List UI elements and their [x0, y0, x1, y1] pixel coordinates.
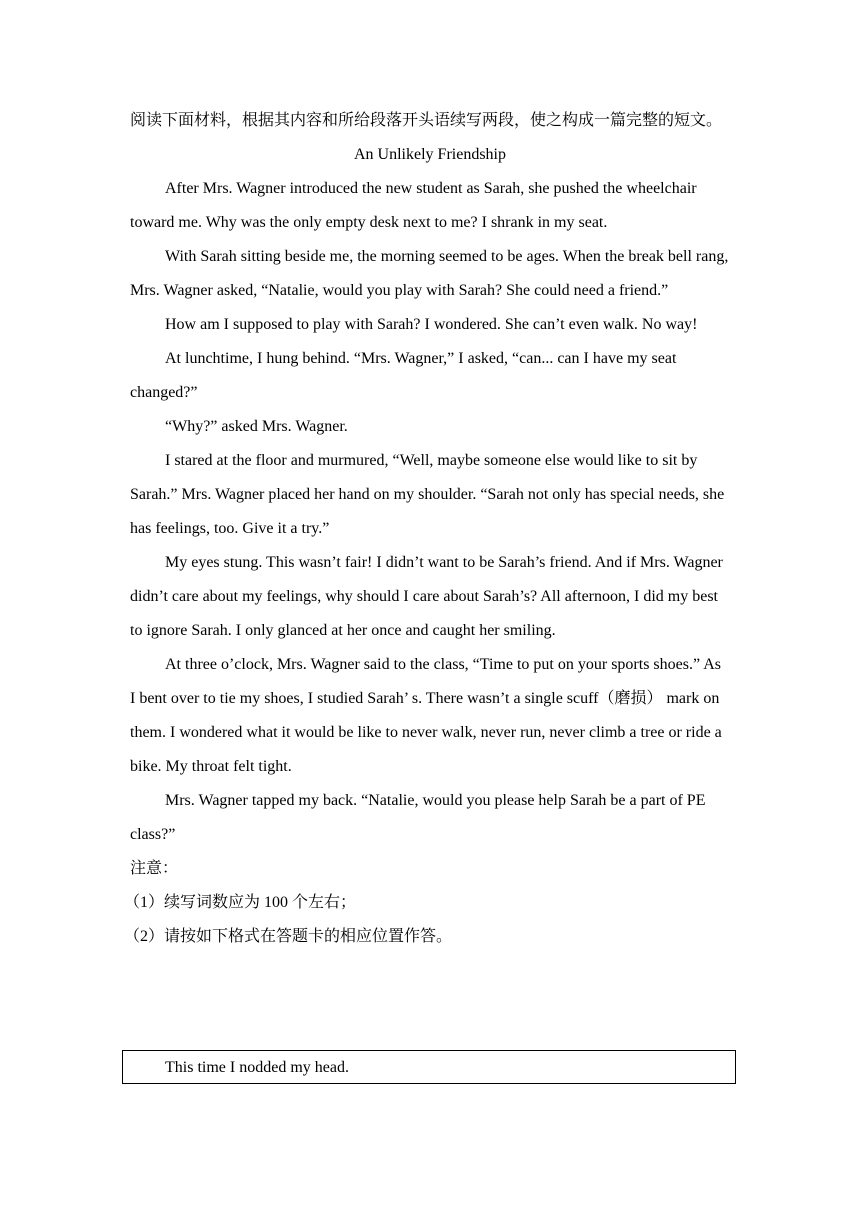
- notes-heading: 注意：: [130, 860, 179, 877]
- story-paragraph-3: How am I supposed to play with Sarah? I wondered. She can’t even walk. No way!: [165, 316, 698, 333]
- story-paragraph-6: I stared at the floor and murmured, “Well, maybe someone else would like to sit by Sarah.” Mrs. Wagner placed her hand on my shoulder. “Sarah not only has special needs, she has feelings, too. Give it a try.”: [130, 452, 725, 537]
- story-paragraph-5: “Why?” asked Mrs. Wagner.: [165, 418, 348, 435]
- story-paragraph-4: At lunchtime, I hung behind. “Mrs. Wagner,” I asked, “can... can I have my seat changed?”: [130, 350, 677, 401]
- story-paragraph-8: At three o’clock, Mrs. Wagner said to the class, “Time to put on your sports shoes.” As I bent over to tie my shoes, I studied Sarah’ s. There wasn’t a single scuff（磨损） mark on them. I wondered what it would be like to never walk, never run, never climb a tree or ride a bike. My throat felt tight.: [130, 656, 722, 775]
- answer-opening-sentence: This time I nodded my head.: [165, 1059, 349, 1076]
- story-paragraph-7: My eyes stung. This wasn’t fair! I didn’t want to be Sarah’s friend. And if Mrs. Wagner didn’t care about my feelings, why should I care about Sarah’s? All afternoon, I did my best to ignore Sarah. I only glanced at her once and caught her smiling.: [130, 554, 723, 639]
- note-item-1: （1）续写词数应为 100 个左右；: [124, 894, 357, 911]
- story-title: An Unlikely Friendship: [354, 146, 506, 163]
- document-body: [124, 104, 730, 954]
- answer-box: [122, 1050, 736, 1084]
- story-paragraph-9: Mrs. Wagner tapped my back. “Natalie, would you please help Sarah be a part of PE class?”: [130, 792, 706, 843]
- note-item-2: （2）请按如下格式在答题卡的相应位置作答。: [124, 928, 453, 945]
- instructions: 阅读下面材料，根据其内容和所给段落开头语续写两段，使之构成一篇完整的短文。: [130, 112, 723, 129]
- story-paragraph-2: With Sarah sitting beside me, the morning seemed to be ages. When the break bell rang, Mrs. Wagner asked, “Natalie, would you play with Sarah? She could need a friend.”: [130, 248, 729, 299]
- story-paragraph-1: After Mrs. Wagner introduced the new student as Sarah, she pushed the wheelchair toward me. Why was the only empty desk next to me? I shrank in my seat.: [130, 180, 697, 231]
